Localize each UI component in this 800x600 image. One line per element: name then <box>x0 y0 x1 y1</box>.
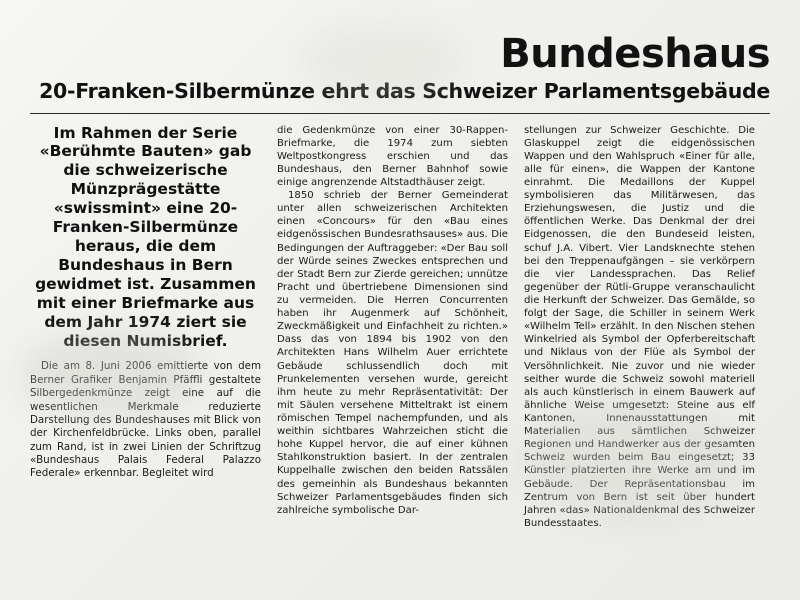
page-title: Bundeshaus <box>500 31 770 77</box>
article-columns <box>30 124 770 530</box>
paragraph: die Gedenkmünze von einer 30-Rappen-Briefmarke, die 1974 zum siebten Weltpostkongress erschien und das Bundeshaus, den Berner Bahnhof sowie einige angrenzende Altstadthäuser zeigt. <box>277 124 508 188</box>
paragraph: stellungen zur Schweizer Geschichte. Die Glaskuppel zeigt die eidgenössischen Wappen und den Wahlspruch «Einer für alle, alle für einen», die Wappen der Kantone einrahmt. Die Medaillons der Kuppel symbolisieren das Militärwesen, das Erziehungswesen, die Justiz und die öffentlichen Werke. Das Denkmal der drei Eidgenossen, die den Bundeseid leisten, schuf J.A. Vibert. Vier Landsknechte stehen bei den Treppenaufgängen – sie verkörpern die vier Landessprachen. Das Relief gegenüber der Rütli-Gruppe veranschaulicht die Herkunft der Schweizer. Das Gemälde, so folgt der Sage, die Schiller in seinem Werk «Wilhelm Tell» erzählt. In den Nischen stehen Winkelried als Symbol der Opferbereitschaft und Niklaus von der Flüe als Symbol der Versöhnlichkeit. Nie zuvor und nie wieder seither wurde die Schweiz sowohl materiell als auch künstlerisch in einem Bauwerk auf ähnliche Weise umgesetzt: Steine aus elf Kantonen, Innenausstattungen mit Materialien aus sämtlichen Schweizer Regionen und Handwerker aus der gesamten Schweiz wurden beim Bau eingesetzt; 33 Künstler platzierten ihre Werke am und im Gebäude. Der Repräsentationsbau im Zentrum von Bern ist seit über hundert Jahren «das» Nationaldenkmal des Schweizer Bundesstaates. <box>524 124 755 529</box>
article-subheadline: 20-Franken-Silbermünze ehrt das Schweizer Parlamentsgebäude <box>39 79 770 103</box>
column-right <box>524 124 755 530</box>
paragraph: Die am 8. Juni 2006 emittierte von dem Berner Grafiker Benjamin Pfäffli gestaltete Silbergedenkmünze zeigt eine auf die wesentlichen Merkmale reduzierte Darstellung des Bundeshauses mit Blick von der Kirchenfeldbrücke. Links oben, parallel zum Rand, ist in zwei Linien der Schriftzug «Bundeshaus Palais Federal Palazzo Federale» erkennbar. Begleitet wird <box>30 360 261 480</box>
article-lead: Im Rahmen der Serie «Berühmte Bauten» gab die schweizerische Münzprägestätte «swissmint» eine 20-Franken-Silbermünze heraus, die dem Bundeshaus in Bern gewidmet ist. Zusammen mit einer Briefmarke aus dem Jahr 1974 ziert sie diesen Numisbrief. <box>35 123 256 350</box>
paragraph: 1850 schrieb der Berner Gemeinderat unter allen schweizerischen Architekten einen «Concours» für den «Bau eines eidgenössischen Bundesrathsauses» aus. Die Bedingungen der Auftraggeber: «Der Bau soll der Würde seines Zweckes entsprechen und der Stadt Bern zur Zierde gereichen; unnütze Pracht und übertriebene Dimensionen sind zu vermeiden. Die Herren Concurrenten haben ihr Augenmerk auf Schönheit, Zweckmäßigkeit und Einfachheit zu richten.» Dass das von 1894 bis 1902 von den Architekten Hans Wilhelm Auer errichtete Gebäude schlussendlich doch mit Prunkelementen versehen wurde, gereicht ihm heute zu mehr Repräsentativität: Der mit Säulen versehene Mitteltrakt ist einem römischen Tempel nachempfunden, und als weithin sichtbares Wahrzeichen sticht die hohe Kuppel hervor, die auf einer kühnen Stahlkonstruktion basiert. In der zentralen Kuppelhalle zwischen den beiden Ratssälen des gemeinhin als Bundeshaus bekannten Schweizer Parlamentsgebäudes finden sich zahlreiche symbolische Dar- <box>277 190 508 516</box>
column-left <box>30 124 261 481</box>
article-header <box>30 31 770 103</box>
header-divider <box>30 113 770 114</box>
column-middle <box>277 124 508 517</box>
